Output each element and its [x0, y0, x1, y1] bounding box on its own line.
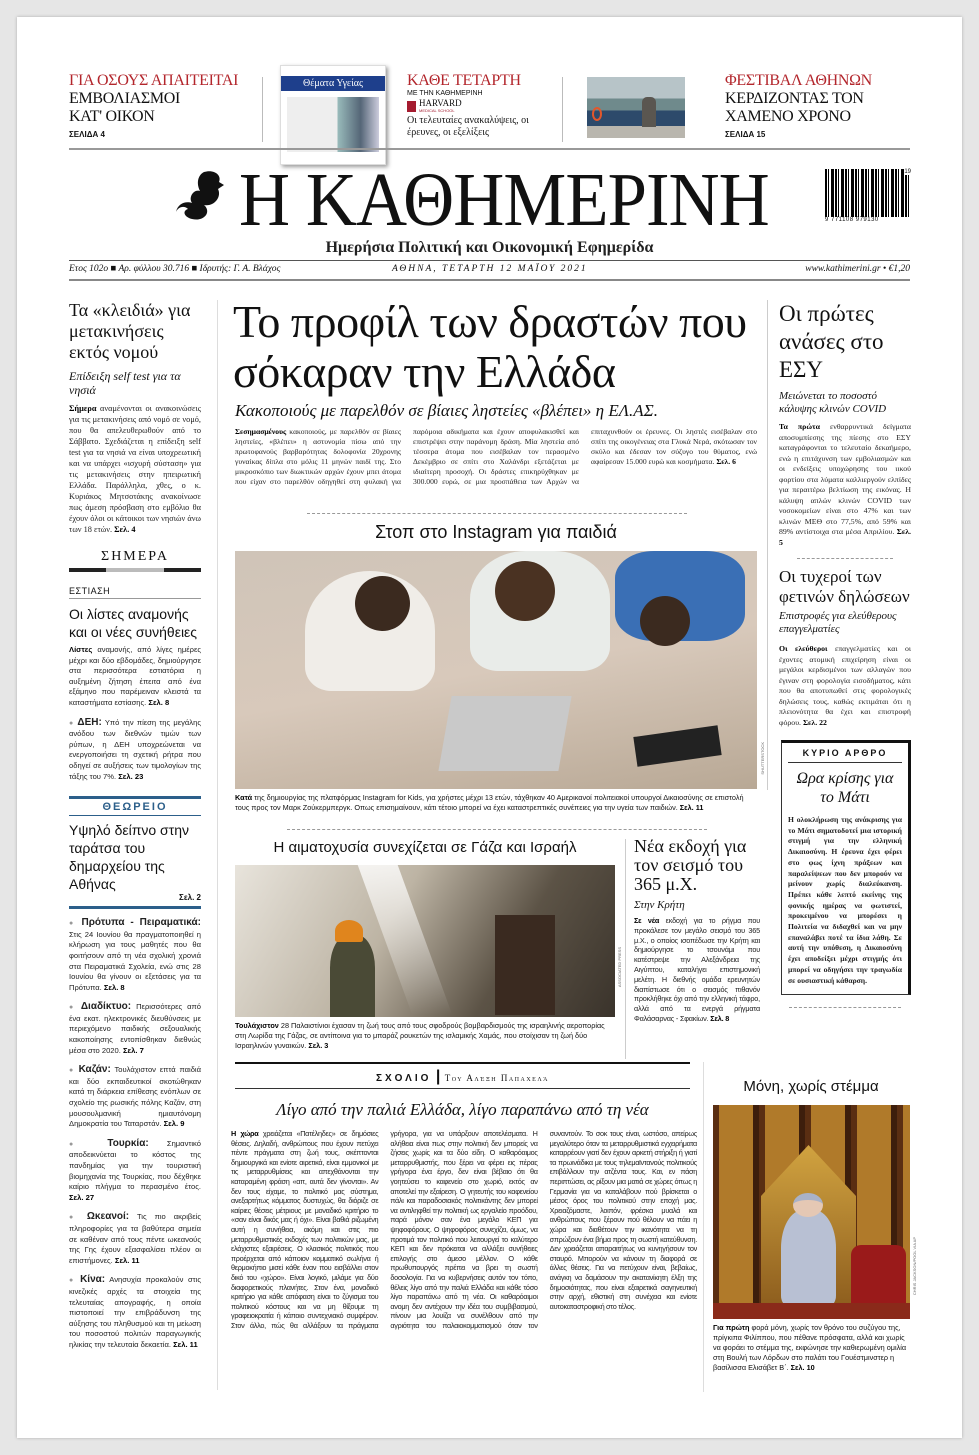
story-title: Τα «κλειδιά» για μετακινήσεις εκτός νομού [69, 300, 191, 362]
story-subtitle: Στην Κρήτη [634, 899, 685, 911]
promo-page: ΣΕΛΙΔΑ 4 [69, 130, 105, 139]
story-body: Λίστες αναμονής, από λίγες ημέρες μέχρι και δύο εβδομάδες, δημιούργησε στα περισσότερα εστιατόρια η αυξημένη ζήτηση έπειτα από ένα εξάμηνο που παρέμειναν κλειστά τα καταστήματα εστίασης. Σελ. 8 [69, 645, 201, 707]
festival-photo [587, 77, 685, 138]
queen-photo [713, 1105, 910, 1319]
promo-kicker: ΚΑΘΕ ΤΕΤΑΡΤΗ [407, 72, 521, 89]
promo-kicker: ΓΙΑ ΟΣΟΥΣ ΑΠΑΙΤΕΙΤΑΙ [69, 72, 239, 89]
harvard-logo-sub: MEDICAL SCHOOL [419, 108, 455, 113]
main-subheadline: Κακοποιούς με παρελθόν σε βίαιες ληστείες «βλέπει» η ΕΛ.ΑΣ. [235, 401, 658, 420]
brief-item[interactable]: ● Καζάν: Τουλάχιστον επτά παιδιά και δύο εκπαιδευτικοί σκοτώθηκαν κατά τη διάρκεια επίθεσης ενόπλων σε σχολείο της ρωσικής πόλης Καζάν, στη μουσουλμανική ημιαυτόνομη Δημοκρατία του Ταταρστάν. Σελ. 9 [69, 1065, 201, 1130]
right-column [779, 300, 911, 1008]
barcode-issue: 19 [904, 169, 911, 175]
story-title: Οι τυχεροί των φετινών δηλώσεων [779, 567, 910, 606]
story-title: Νέα εκδοχή για τον σεισμό του 365 μ.Χ. [634, 836, 747, 894]
story-quake[interactable] [634, 837, 760, 1024]
comment-title[interactable]: Λίγο από την παλιά Ελλάδα, λίγο παραπάνω από τη νέα [276, 1100, 649, 1119]
promo-kicker: ΦΕΣΤΙΒΑΛ ΑΘΗΝΩΝ [725, 72, 872, 89]
photo-credit: CHRIS JACKSON/POOL VIA AP [912, 1237, 917, 1296]
queen-title[interactable]: Μόνη, χωρίς στέμμα [743, 1078, 879, 1095]
story-page: Σελ. 2 [179, 893, 201, 903]
story-tax[interactable] [779, 567, 911, 728]
main-headline[interactable]: Το προφίλ των δραστών που σόκαραν την Ελλάδα [233, 296, 747, 397]
brief-item[interactable]: ● Ωκεανοί: Τις πιο ακριβείς πληροφορίες για τα βαθύτερα σημεία σε καθέναν από τους πέντε ωκεανούς της Γης έχουν εξασφαλίσει πλέον οι επιστήμονες. Σελ. 11 [69, 1212, 201, 1266]
story-esy[interactable] [779, 300, 911, 548]
promo-vaccinations[interactable] [69, 72, 239, 139]
instagram-title[interactable]: Στοπ στο Instagram για παιδιά [375, 522, 617, 542]
brief-item[interactable]: ● Κίνα: Ανησυχία προκαλούν στις κινεζικές αρχές τα στοιχεία της τελευταίας απογραφής, η οποία πιστοποιεί την επιβράδυνση της αύξησης του πληθυσμού και τη μείωση του ποσοστού πολιτών παραγωγικής ηλικίας την τελευταία δεκαετία. Σελ. 11 [69, 1275, 201, 1350]
editorial-box[interactable] [781, 740, 911, 995]
theoreio-label: ΘΕΩΡΕΙΟ [69, 796, 201, 816]
story-estiasi[interactable] [69, 586, 201, 709]
gaza-photo [235, 865, 615, 1017]
story-body: Σε νέα εκδοχή για το ρήγμα που προκάλεσε τον μεγάλο σεισμό του 365 μ.Χ., ο οποίος ισοπέδωσε την Κρήτη και δημιούργησε το τσουνάμι που κατέστρεψε την Αλεξάνδρεια της Αιγύπτου, καταλήγει επιστημονική μελέτη. Η διεθνής ομάδα ερευνητών διαπίστωσε ότι ο σεισμός πιθανόν προκλήθηκε όχι από την ελληνική τάφρο, αλλά από τα ενεργά ρήγματα Φαλάσαρνας - Σφακίων. Σελ. 8 [634, 916, 760, 1023]
issue-info: Ετος 102ο ■ Αρ. φύλλου 30.716 ■ Ιδρυτής: Γ. Α. Βλάχος [69, 264, 281, 274]
promo-page: ΣΕΛΙΔΑ 15 [725, 130, 766, 139]
editorial-label: ΚΥΡΙΟ ΑΡΘΡΟ [788, 748, 902, 763]
brief-item[interactable]: ● Πρότυπα - Πειραματικά: Στις 24 Ιουνίου θα πραγματοποιηθεί η κλήρωση για τους μαθητές που θα φοιτήσουν από τη νέα σχολική χρονιά στα Πειραματικά Σχολεία, ενώ στις 28 Ιουνίου θα γίνουν οι εξετάσεις για τα Πρότυπα. Σελ. 8 [69, 918, 201, 993]
story-body: Τα πρώτα ενθαρρυντικά δείγματα αποσυμπίεσης της πίεσης στο ΕΣΥ καταγράφονται το τελευταίο δεκαήμερο, ενώ η επιτάχυνση των εμβολιασμών και οι ενδείξεις υποχώρησης του ιικού φορτίου στα λύματα καλλιεργούν ελπίδες για περαιτέρω βελτίωση της εικόνας. Η κάλυψη απλών κλινών COVID των νοσοκομείων είναι στο 47% και των κλινών ΜΕΘ στο 77,5%, από 59% και 89% αντίστοιχα στα μέσα Απριλίου. Σελ. 5 [779, 422, 911, 547]
promo-festival[interactable] [725, 72, 910, 139]
promo-title: ΚΕΡΔΙΖΟΝΤΑΣ ΤΟΝ ΧΑΜΕΝΟ ΧΡΟΝΟ [725, 90, 864, 125]
story-subtitle: Επίδειξη self test για τα νησιά [69, 369, 181, 397]
health-supplement-cover[interactable] [280, 65, 386, 165]
story-subtitle: Μειώνεται το ποσοστό κάλυψης κλινών COVID [779, 390, 887, 415]
instagram-caption: Κατά της δημιουργίας της πλατφόρμας Instagram for Kids, για χρήστες μέχρι 13 ετών, τάχθηκαν 40 Αμερικανοί πολιτειακοί υπουργοί Δικαιοσύνης σε επιστολή τους προς τον Μαρκ Ζούκερμπεργκ. Οπως επισημαίνουν, κάτι τέτοιο μπορεί να έχει καταστρεπτικές συνέπειες για την υγεία των παιδιών. Σελ. 11 [235, 793, 744, 812]
barcode [825, 169, 911, 229]
promo-title: ΕΜΒΟΛΙΑΣΜΟΙ ΚΑΤ' ΟΙΚΟΝ [69, 90, 181, 125]
comment-body: Η χώρα χρειάζεται «Πατέληδες» σε δημόσιες θέσεις. Δηλαδή, ανθρώπους που έχουν πετύχει πέντε πράγματα στη ζωή τους, σκέπτονται δημιουργικά και ενίοτε αιρετικά, είναι εμμονικοί με τις μεταρρυθμίσεις και απεχθάνονται την καταραμένη φράση «απ, αυτά δεν γίνονται». Αν δεν τους είχαμε, το πολιτικό μας σύστημα, ανεξαρτήτως κόμματος δυστυχώς, θα διόριζε σε καίριες θέσεις μέτριους με μοναδικό κριτήριο το «σαν είναι δικός μας ή όχι». Είναι βαθιά ριζωμένη αυτή η συνήθεια, ακόμη και στις πιο μεταρρυθμιστικές εκδοχές των πολιτικών μας, με ελάχιστες εξαιρέσεις. Ο κλασικός πολιτικός που προέρχεται από κάποιον κομματικό σωλήνα ή θερμοκήπιο μισεί κάθε έναν που εισβάλλει στον δικό του «χώρο». Είναι λογικό, μιλάμε για δύο διαφορετικούς πλανήτες. Στον ένα, μοναδικό κριτήριο για κάθε απόφαση είναι το ζύγισμα του πολιτικού κόστους και να μη θίξουμε τη γραφειοκρατία ή κάποιο συντεχνιακό συμφέρον. Στον άλλο, πώς θα αλλάξουν τα πράγματα γρήγορα, για να υπάρξουν αποτελέσματα. Η αλήθεια είναι πως στην πολιτική δεν μπορείς να ζήσεις χωρίς και τα δύο είδη. Ο καθαρόαιμος μεταρρυθμιστής, που ξέρει να φέρει εις πέρας γρήγορα ένα έργο, δεν είναι βέβαιο ότι θα γοητεύσει το καφενείο στο χωριό, εκτός αν αποτελεί την εξαίρεση. Ο γητευτής του καφενείου πάλι και παραδοσιακός πολιτικάντης δεν μπορεί να αντιληφθεί την πολιτική ως εργαλείο προόδου, παρά μόνον σαν ένα μεγάλο ΚΕΠ για ψηφοφόρους. Ο ψηφοφόρος συνεχίζει, όμως, να προτιμά τον πολιτικό που λειτουργεί το καλύτερο ΚΕΠ και δεν πρόκειται να αλλάξει συνήθειες επιλογής στο άμεσο μέλλον. Ο κάθε πρωθυπουργός πρέπει να βρει τη σωστή δοσολογία. Για να κυβερνήσεις αυτόν τον τόπο, θέλεις λίγο από την παλιά Ελλάδα και κάθε τόσο λίγο παραπάνω από τη νέα. Οι καθαρόαιμοι ανομη δεν αντέχουν την ιδέα του συμβιβασμού, πίνουν μια λουίζα να συνέλθουν από την αγριότητα του παλαιοκομματισμού όταν τον συναντούν. Το σοκ τους είναι, ωστόσο, απείρως μεγαλύτερο όταν τα μεταρρυθμιστικά εγχειρήματα καταρρέουν γιατί δεν έχουν αρκετή στήριξη ή γιατί τα πρωινάδικα με τους τηλεμαϊντανούς πολιτικούς επιβάλλουν την ατζέντα τους. Και, εν πάση περιπτώσει, ας ρίξουν μια ματιά σε χώρες όπως η Γερμανία για να καταλάβουν πού βρίσκεται ο μέσος όρος του πολιτικού στην εποχή μας. Χρειαζόμαστε, λοιπόν, φρέσκα μυαλά και ανθρώπους που ξέρουν πού θέλουν να πάει η χώρα και διαθέτουν την ικανότητα να τη σπρώξουν ένα βήμα προς τη σωστή κατεύθυνση. Δεν χρειάζεται απαραιτήτως να κυνηγήσουν τον σταυρό. Μπορούν να κάνουν τη διαφορά σε άλλες θέσεις. Για να πετύχουν είναι, βεβαίως, ανάγκη να δαμάσουν την ακατανίκητη έλξη της δημοσιότητας, που είναι εξαιρετικά σαγηνευτική στην αρχή, εθιστική στη συνέχεια και ενίοτε αυτοκαταστροφική στο τέλος. [231, 1129, 697, 1330]
instagram-photo [235, 551, 757, 789]
story-body: Οι ελεύθεροι επαγγελματίες και οι έχοντες ατομική επιχείρηση είναι οι μεγάλοι κερδισμένοι των αλλαγών που έγιναν στη φορολογία εισοδήματος, κάτι που θα αποτυπωθεί στις φορολογικές δηλώσεις τους, καθώς εκτιμάται ότι η πλειονότητα θα έχει και επιστροφή φόρου. Σελ. 22 [779, 644, 911, 727]
comment-label: ΣΧΟΛΙΟ [375, 1073, 432, 1084]
griffin-logo-icon [174, 167, 229, 227]
newspaper-page [17, 17, 962, 1438]
harvard-shield-icon [407, 101, 416, 112]
gaza-title[interactable]: Η αιματοχυσία συνεχίζεται σε Γάζα και Ισραήλ [273, 839, 577, 856]
brief-item[interactable]: ● Διαδίκτυο: Περισσότερες από ένα εκατ. ηλεκτρονικές διευθύνσεις με περιεχόμενο παιδικής σεξουαλικής κακοποίησης εντοπίσθηκαν διεθνώς μέσα στο 2020. Σελ. 7 [69, 1002, 201, 1056]
harvard-logo-text: HARVARD [419, 98, 462, 108]
gaza-caption: Τουλάχιστον 28 Παλαιστίνιοι έχασαν τη ζωή τους από τους σφοδρούς βομβαρδισμούς της ισραηλινής αεροπορίας στη Λωρίδα της Γάζας, σε αντίποινα για το μπαράζ ρουκετών της ισλαμικής Χαμάς, που στοίχισαν τη ζωή δύο Ισραηλινών γυναικών. Σελ. 3 [235, 1021, 605, 1050]
comment-header: ΣΧΟΛΙΟ | Του Αλέξη Παπαχελά [375, 1068, 550, 1085]
story-title: Υψηλό δείπνο στην ταράτσα του δημαρχείου της Αθήνας [69, 822, 190, 893]
today-section-label: ΣΗΜΕΡΑ [101, 549, 169, 564]
main-story-body: Σεσημασμένους κακοποιούς, με παρελθόν σε βίαιες ληστείες, «βλέπει» η αστυνομία πίσω από την πρωτοφανούς βαρβαρότητας δολοφονία 20χρονης γυναίκας δίπλα στο μόλις 11 μηνών παιδί της. Στο μικροσκόπιο των διωκτικών αρχών έχουν μπει άτομα που είχαν στο παρελθόν οδηγηθεί στη φυλακή για παρόμοια αδικήματα και έχουν αποφυλακισθεί και επιστρέψει στην παράνομη δράση. Μία ληστεία από τέσσερα άτομα που εισέβαλαν τον περασμένο Δεκέμβριο σε σπίτι στο Χαλάνδρι εξετάζεται με ιδιαίτερη προσοχή. Οι δράστες επικηρύχθηκαν με 300.000 ευρώ, σε μια προσπάθεια των Αρχών να επιταχυνθούν οι έρευνες. Οι ληστές εισέβαλαν στο σπίτι της οικογένειας στα Γλυκά Νερά, σκότωσαν τον σκύλο και έδεσαν τον σύζυγο του θύματος, ενώ αφαίρεσαν 15.000 ευρώ και κοσμήματα. Σελ. 6 [235, 427, 757, 486]
brief-dei[interactable]: ● ΔΕΗ: Υπό την πίεση της μεγάλης ανόδου των διεθνών τιμών των ρύπων, η ΔΕΗ υποχρεώνεται να ενεργοποιήσει τη σχετική ρήτρα που οδηγεί σε αυξήσεις των τιμολογίων της τάξης του 7%. Σελ. 23 [69, 718, 201, 783]
website-price[interactable]: www.kathimerini.gr • €1,20 [805, 264, 910, 274]
queen-caption: Για πρώτη φορά μόνη, χωρίς τον θρόνο του συζύγου της, πρίγκιπα Φιλίππου, που πέθανε πρόσφατα, αλλά και χωρίς να φοράει το στέμμα της, εκφώνησε την καθιερωμένη ομιλία στη Βουλή των Λόρδων στο παλάτι του Γουέστμινστερ η βασίλισσα Ελισάβετ Β΄. Σελ. 10 [713, 1323, 907, 1372]
masthead-tagline: Ημερήσια Πολιτική και Οικονομική Εφημερίδα [325, 239, 654, 256]
story-theoreio[interactable] [69, 821, 201, 909]
barcode-number: 9 771108 979130 [825, 217, 879, 223]
story-title: Οι λίστες αναμονής και οι νέες συνήθειες [69, 606, 198, 640]
story-title: Οι πρώτες ανάσες στο ΕΣΥ [779, 301, 884, 382]
photo-credit: SHUTTERSTOCK [760, 742, 765, 775]
promo-title: Οι τελευταίες ανακαλύψεις, οι έρευνες, οι εξελίξεις [407, 115, 529, 138]
story-body: Σήμερα αναμένονται οι ανακοινώσεις για τις μετακινήσεις από νομό σε νομό, που θα απελευθερωθούν από το Σάββατο. Σχεδιάζεται η επίδειξη self test για τα νησιά να είναι υποχρεωτική και να υπάρχει «ισχυρή σύσταση» για τις μετακινήσεις στην ηπειρωτική Ελλάδα. Παράλληλα, χθες, ο κ. Κυριάκος Μητσοτάκης ανακοίνωσε πως άμεση πρόσβαση στο εμβόλιο θα έχουν όλοι οι κάτοικοι των νησιών άνω των 18 ετών. Σελ. 4 [69, 404, 201, 534]
story-kicker: ΕΣΤΙΑΣΗ [69, 586, 201, 599]
promo-harvard[interactable] [407, 72, 542, 139]
issue-date: ΑΘΗΝΑ, ΤΕΤΑΡΤΗ 12 ΜΑΪΟΥ 2021 [392, 264, 588, 274]
comment-author: Του Αλέξη Παπαχελά [444, 1073, 550, 1083]
photo-credit: ASSOCIATED PRESS [617, 947, 622, 988]
story-subtitle: Επιστροφές για ελεύθερους επαγγελματίες [779, 610, 897, 635]
editorial-body: Η ολοκλήρωση της ανάκρισης για το Μάτι σηματοδοτεί μια ιστορική στιγμή για την ελληνική Δικαιοσύνη. Η έρευνα έχει φέρει στο φως ίχνη πράξεων και παραλείψεων που δεν μπορούν να μείνουν χωρίς διαλεύκανση. Πρέπει κάθε λεπτό εκείνης της φονικής ημέρας να φωτιστεί, προκειμένου να μπορέσει η Πολιτεία να διδαχθεί και να μην επαναλάβει ποτέ τα ίδια λάθη. Σε αυτή την υπόθεση, η Δικαιοσύνη έχει αποδείξει μέχρι στιγμής ότι μπορεί να οδηγήσει την τραγωδία σε ουσιαστική κάθαρση. [788, 815, 902, 985]
cover-title: Θέματα Υγείας [281, 76, 385, 91]
editorial-title: Ωρα κρίσης για το Μάτι [796, 770, 894, 806]
left-column [69, 300, 201, 1351]
lead-story-travel[interactable] [69, 300, 201, 535]
brief-item[interactable]: ● Τουρκία: Σημαντικό αποδεικνύεται το κόστος της πανδημίας για την τουριστική βιομηχανία της Τουρκίας, που δέχθηκε καίριο πλήγμα το περασμένο έτος. Σελ. 27 [69, 1139, 201, 1204]
promo-sub: ΜΕ ΤΗΝ ΚΑΘΗΜΕΡΙΝΗ [407, 90, 483, 97]
masthead-title: Η ΚΑΘΗΜΕΡΙΝΗ [239, 158, 769, 242]
briefs-list [69, 918, 201, 1350]
